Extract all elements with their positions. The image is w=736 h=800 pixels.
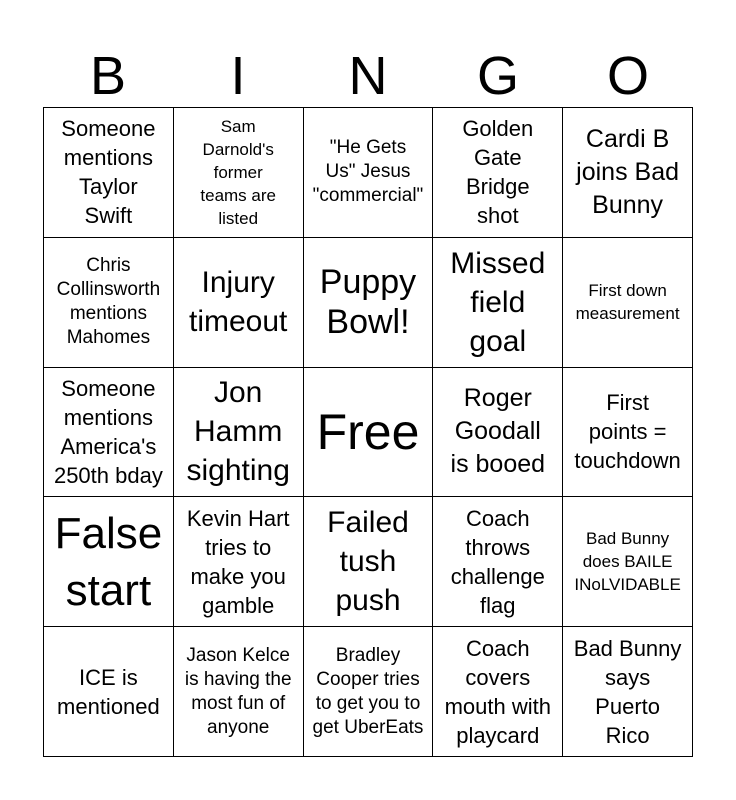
bingo-cell[interactable] — [304, 108, 434, 238]
header-letter-i: I — [230, 46, 246, 106]
header-letter-b: B — [89, 46, 127, 106]
bingo-cell-text: Someone mentions Taylor Swift — [61, 116, 156, 229]
free-space-cell[interactable] — [304, 368, 434, 498]
bingo-cell-text: Coach throws challenge flag — [450, 505, 545, 618]
bingo-cell-text: Golden Gate Bridge shot — [462, 116, 534, 229]
bingo-cell[interactable] — [44, 368, 174, 498]
bingo-cell[interactable] — [304, 497, 434, 627]
bingo-cell-text: ICE is mentioned — [57, 664, 160, 719]
bingo-cell[interactable] — [563, 108, 693, 238]
bingo-cell-text: Failed tush push — [327, 506, 409, 618]
bingo-cell[interactable] — [174, 497, 304, 627]
bingo-cell[interactable] — [433, 108, 563, 238]
bingo-cell[interactable] — [433, 368, 563, 498]
bingo-cell-text: Jason Kelce is having the most fun of anyone — [184, 644, 292, 738]
bingo-cell-text: "He Gets Us" Jesus "commercial" — [312, 137, 424, 207]
bingo-cell[interactable] — [44, 497, 174, 627]
bingo-cell[interactable] — [563, 497, 693, 627]
bingo-cell-text: First points = touchdown — [574, 390, 681, 474]
bingo-cell-text: Missed field goal — [450, 246, 546, 358]
bingo-cell[interactable] — [304, 627, 434, 757]
bingo-cell[interactable] — [433, 238, 563, 368]
header-letter-n: N — [348, 46, 388, 106]
bingo-cell-text: False start — [54, 508, 163, 615]
bingo-cell-text: Bradley Cooper tries to get you to get UberEats — [312, 644, 424, 738]
bingo-cell[interactable] — [433, 627, 563, 757]
bingo-cell-text: Sam Darnold's former teams are listed — [200, 116, 276, 228]
bingo-cell[interactable] — [174, 238, 304, 368]
bingo-cell[interactable] — [563, 627, 693, 757]
bingo-cell-text: Someone mentions America's 250th bday — [53, 375, 163, 488]
bingo-cell[interactable] — [174, 368, 304, 498]
bingo-cell-text: Kevin Hart tries to make you gamble — [186, 505, 290, 618]
bingo-cell[interactable] — [433, 497, 563, 627]
bingo-cell[interactable] — [563, 238, 693, 368]
bingo-cell-text: First down measurement — [575, 281, 680, 324]
bingo-cell-text: Cardi B joins Bad Bunny — [576, 124, 680, 219]
bingo-cell[interactable] — [304, 238, 434, 368]
bingo-cell-text: Bad Bunny does BAILE INoLVIDABLE — [574, 529, 681, 595]
bingo-cell[interactable] — [44, 108, 174, 238]
bingo-cell-text: Bad Bunny says Puerto Rico — [573, 635, 682, 748]
bingo-header — [43, 44, 693, 108]
bingo-cell-text: Jon Hamm sighting — [186, 376, 290, 488]
bingo-cell-text: Roger Goodall is booed — [450, 384, 546, 479]
bingo-card-grid — [43, 107, 693, 757]
bingo-cell[interactable] — [563, 368, 693, 498]
bingo-cell-text: Coach covers mouth with playcard — [444, 635, 551, 748]
bingo-cell[interactable] — [174, 627, 304, 757]
free-space-text: Free — [316, 403, 420, 460]
bingo-cell-text: Chris Collinsworth mentions Mahomes — [56, 255, 161, 349]
bingo-cell[interactable] — [174, 108, 304, 238]
bingo-cell-text: Puppy Bowl! — [319, 263, 417, 342]
bingo-cell[interactable] — [44, 238, 174, 368]
bingo-cell[interactable] — [44, 627, 174, 757]
bingo-cell-text: Injury timeout — [189, 266, 288, 339]
header-letter-g: G — [476, 46, 519, 106]
header-letter-o: O — [606, 46, 649, 106]
